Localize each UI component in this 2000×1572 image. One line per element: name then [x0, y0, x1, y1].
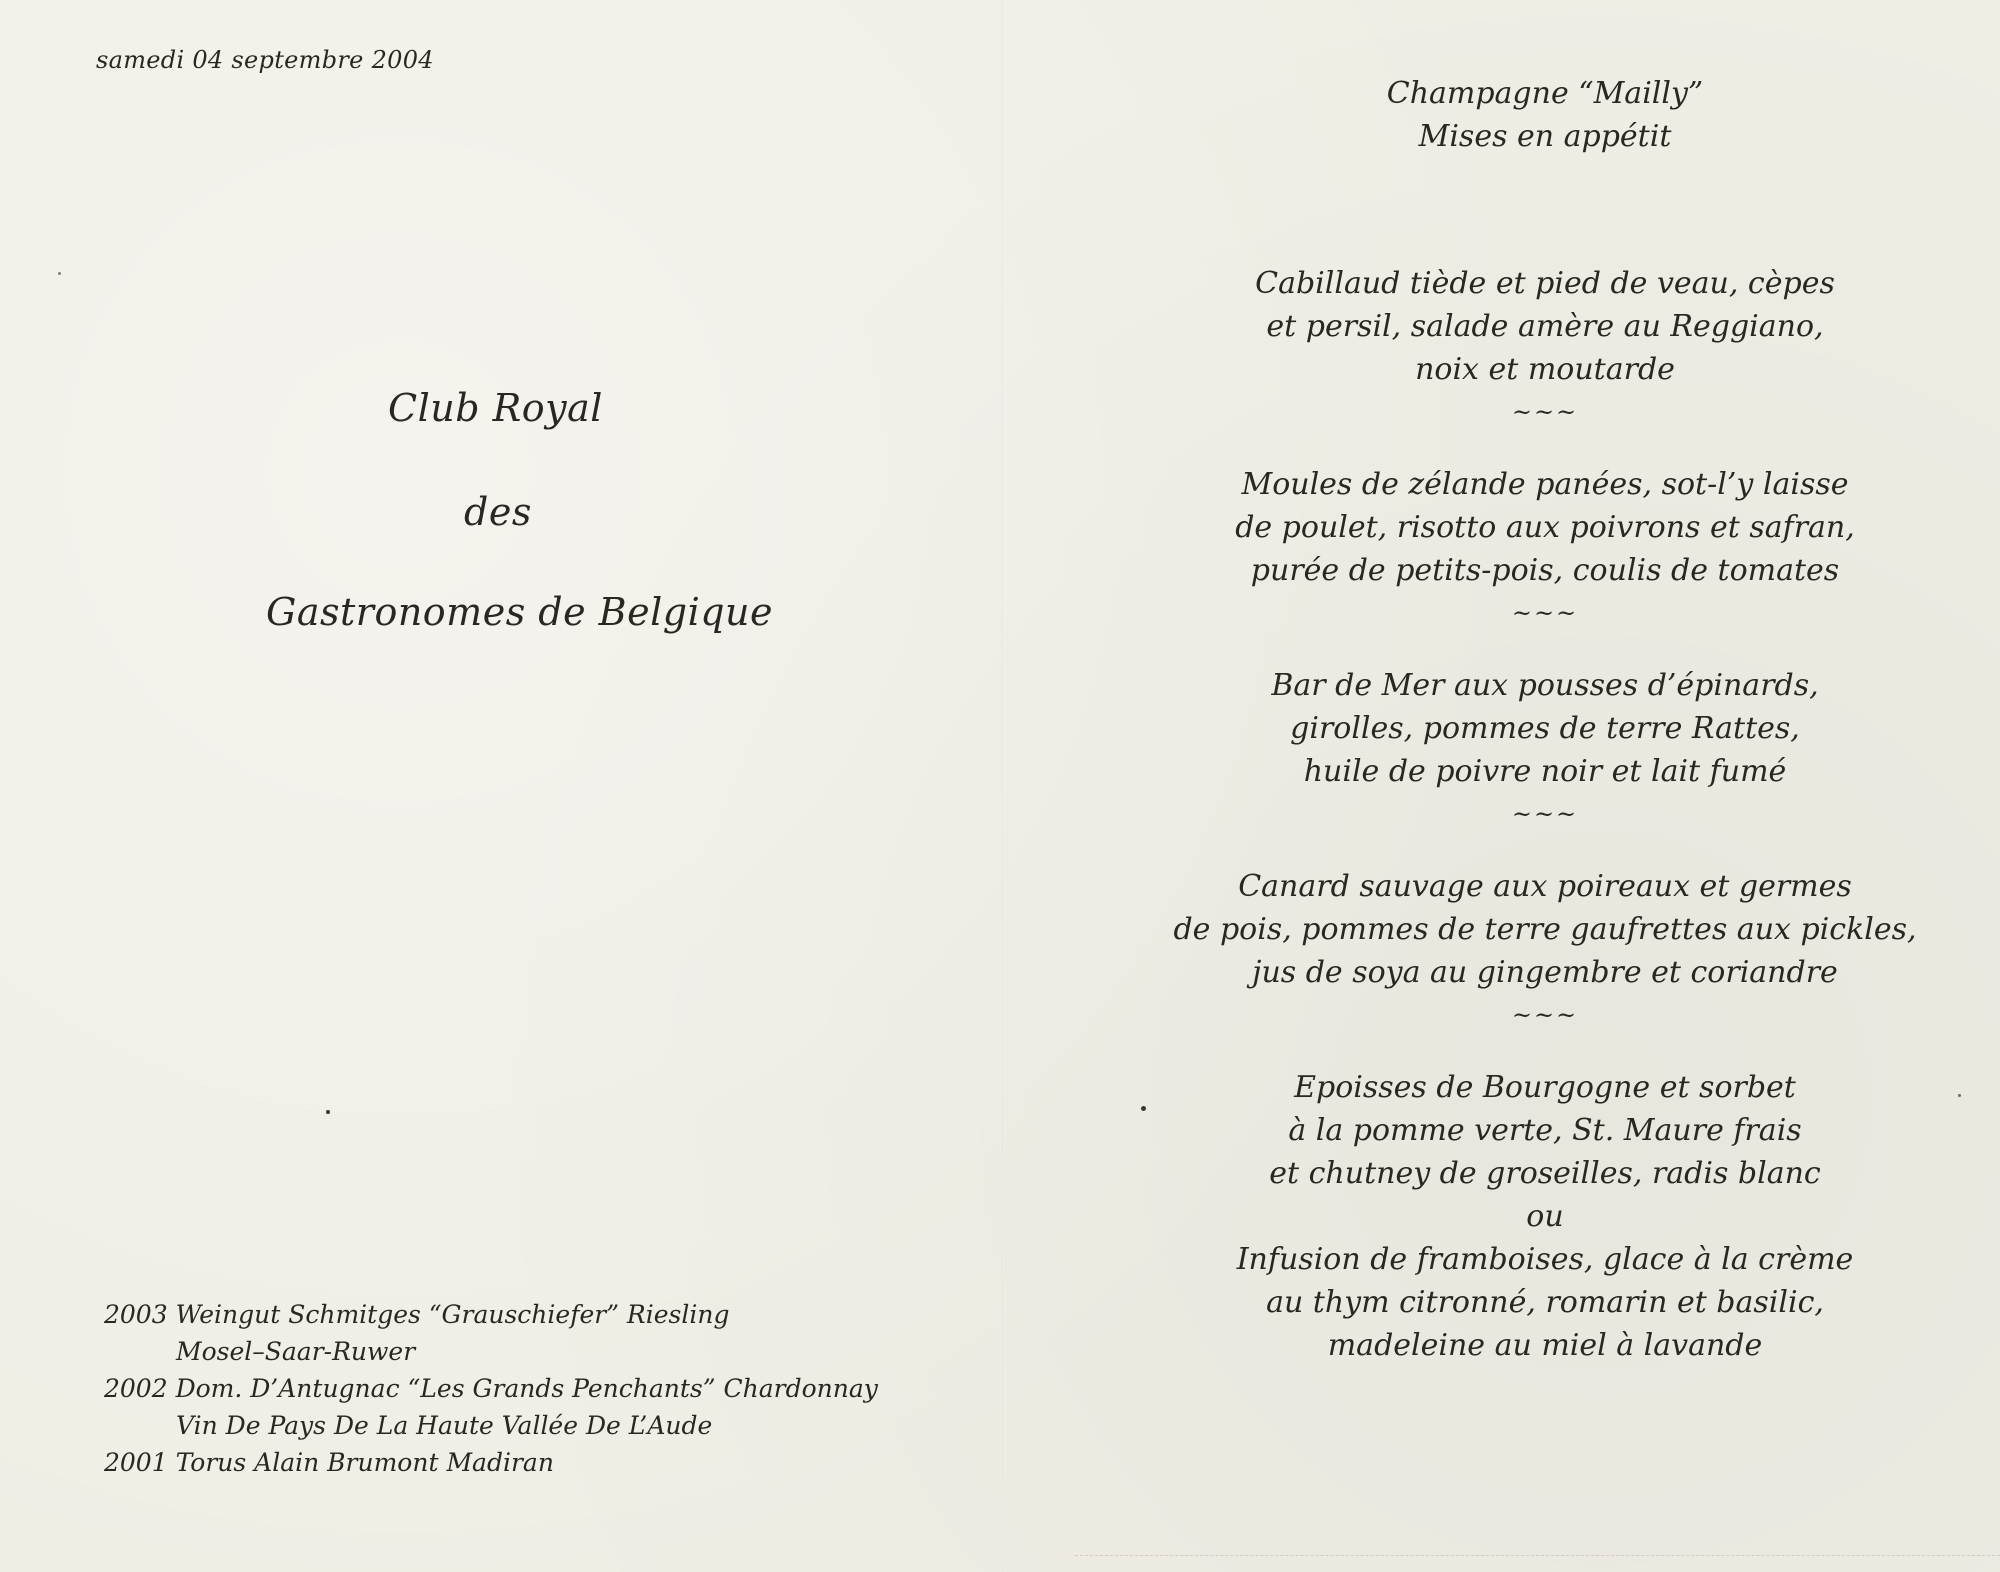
course-separator: ~~~: [1511, 599, 1579, 627]
menu-content: [1005, 72, 2000, 1367]
course-line: Moules de zélande panées, sot-l’y laisse: [1241, 467, 1849, 502]
wine-list: [104, 1296, 878, 1481]
course-separator: ~~~: [1511, 800, 1579, 828]
wine-item: [104, 1370, 878, 1444]
course-line: au thym citronné, romarin et basilic,: [1266, 1285, 1824, 1320]
card-bottom-edge: [1075, 1555, 2000, 1566]
course-line: de poulet, risotto aux poivrons et safran,: [1235, 510, 1855, 545]
course-line: et chutney de groseilles, radis blanc: [1269, 1156, 1821, 1191]
wine-name: 2001 Torus Alain Brumont Madiran: [104, 1448, 554, 1477]
course-line: ou: [1526, 1199, 1564, 1234]
course-separator: ~~~: [1511, 398, 1579, 426]
course-line: à la pomme verte, St. Maure frais: [1288, 1113, 1802, 1148]
course-line: madeleine au miel à lavande: [1327, 1328, 1763, 1363]
course-2: [1005, 463, 2000, 592]
course-line: et persil, salade amère au Reggiano,: [1266, 309, 1824, 344]
aperitif-section: [1005, 72, 2000, 158]
course-line: Epoisses de Bourgogne et sorbet: [1294, 1070, 1796, 1105]
course-line: Bar de Mer aux pousses d’épinards,: [1271, 668, 1819, 703]
card-fold: [1002, 0, 1004, 1572]
club-name-line-3: Gastronomes de Belgique: [266, 590, 774, 634]
wine-item: [104, 1444, 878, 1481]
paper-speck: [1141, 1106, 1146, 1111]
course-line: noix et moutarde: [1415, 352, 1675, 387]
course-line: de pois, pommes de terre gaufrettes aux pickles,: [1173, 912, 1917, 947]
course-line: Canard sauvage aux poireaux et germes: [1238, 869, 1852, 904]
club-name-line-1: Club Royal: [388, 386, 603, 430]
course-3: [1005, 664, 2000, 793]
wine-item: [104, 1296, 878, 1370]
course-line: purée de petits-pois, coulis de tomates: [1250, 553, 1840, 588]
wine-region: Mosel–Saar-Ruwer: [176, 1337, 416, 1366]
aperitif-appetizers: Mises en appétit: [1418, 119, 1672, 154]
course-line: huile de poivre noir et lait fumé: [1303, 754, 1787, 789]
wine-name: 2003 Weingut Schmitges “Grauschiefer” Riesling: [104, 1300, 730, 1329]
course-line: girolles, pommes de terre Rattes,: [1290, 711, 1800, 746]
course-4: [1005, 865, 2000, 994]
paper-speck: [58, 272, 61, 275]
aperitif-champagne: Champagne “Mailly”: [1386, 76, 1704, 111]
course-1: [1005, 262, 2000, 391]
paper-speck: [326, 1110, 330, 1114]
right-panel: [1005, 0, 2000, 1572]
course-line: Infusion de framboises, glace à la crème: [1236, 1242, 1854, 1277]
club-name-line-2: des: [464, 490, 532, 534]
wine-region: Vin De Pays De La Haute Vallée De L’Aude: [176, 1411, 713, 1440]
course-5-dessert: [1005, 1066, 2000, 1367]
course-line: jus de soya au gingembre et coriandre: [1252, 955, 1838, 990]
wine-name: 2002 Dom. D’Antugnac “Les Grands Penchants” Chardonnay: [104, 1374, 878, 1403]
paper-speck: [1958, 1094, 1961, 1097]
course-separator: ~~~: [1511, 1001, 1579, 1029]
course-line: Cabillaud tiède et pied de veau, cèpes: [1255, 266, 1835, 301]
event-date: samedi 04 septembre 2004: [96, 46, 434, 74]
